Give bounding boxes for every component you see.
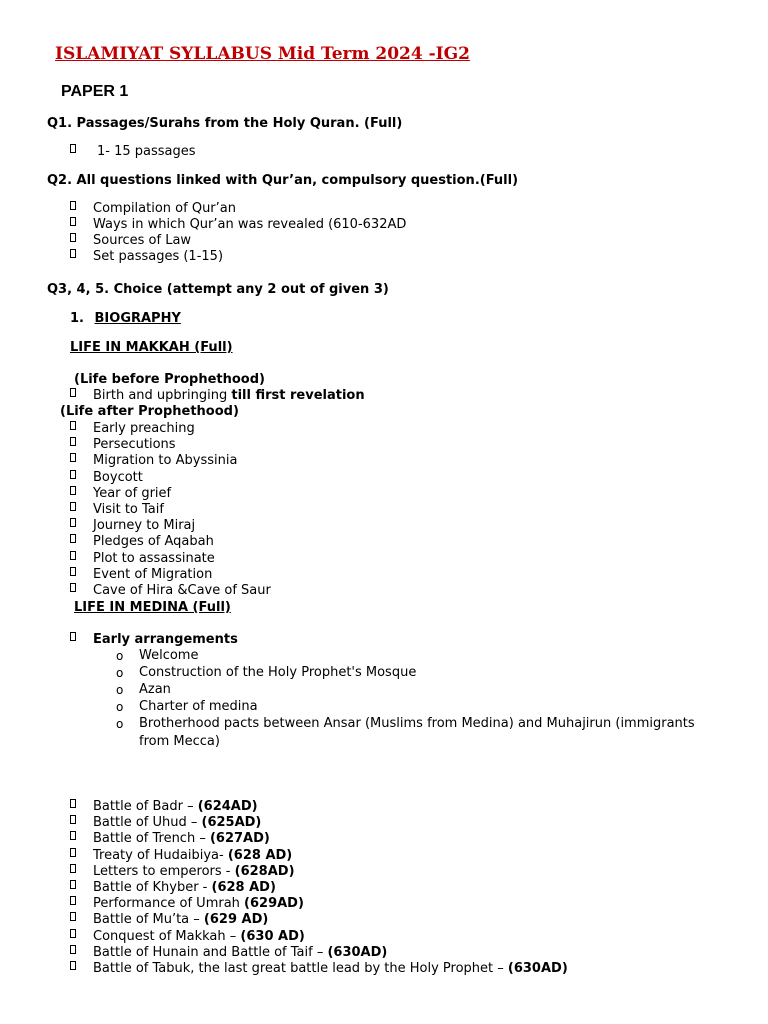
bullet-icon <box>70 502 76 511</box>
bullet-icon <box>70 945 76 954</box>
bullet-icon <box>70 388 76 397</box>
bullet-icon <box>70 929 76 938</box>
q1-heading: Q1. Passages/Surahs from the Holy Quran. (Full) <box>47 116 403 131</box>
bullet-icon <box>70 848 76 857</box>
makkah-heading: LIFE IN MAKKAH (Full) <box>70 340 233 355</box>
before-prophethood-heading: (Life before Prophethood) <box>74 372 265 387</box>
bullet-icon <box>70 201 76 210</box>
bullet-icon <box>70 961 76 970</box>
after-prophethood-heading: (Life after Prophethood) <box>60 404 239 419</box>
bullet-icon <box>70 518 76 527</box>
document-title: ISLAMIYAT SYLLABUS Mid Term 2024 -IG2 <box>55 44 470 64</box>
bullet-icon <box>70 912 76 921</box>
bullet-icon <box>70 831 76 840</box>
biography-heading <box>70 311 181 326</box>
sub-bullet-icon: o <box>116 649 124 663</box>
document-page: ISLAMIYAT SYLLABUS Mid Term 2024 -IG2 PAPER 1 Q1. Passages/Surahs from the Holy Quran. (Full) 1- 15 passages Q2. All questions linked with Qur’an, compulsory question.(Full) Compilation of Qur’an Ways in which Qur’an was revealed (610-632AD Sources of Law Set passages (1-15) Q3, 4, 5. Choice (attempt any 2 out of given 3) 1. BIOGRAPHY LIFE IN MAKKAH (Full) (Life before Prophethood) Birth and upbringing till first revelation (Life after Prophethood) Early preaching Persecutions Migration to Abyssinia Boycott Year of grief Visit to Taif Journey to Miraj Pledges of Aqabah Plot to assassinate Event of Migration Cave of Hira &Cave of Saur LIFE IN MEDINA (Full) Early arrangements o Welcome o Construction of the Holy Prophet's Mosque o Azan o Charter of medina o Brotherhood pacts between Ansar (Muslims from Medina) and Muhajirun (immigrants from Mecca) Battle of Badr – (624AD) Battle of Uhud – (625AD) Battle of Trench – (627AD) Treaty of Hudaibiya- (628 AD) Letters to emperors - (628AD) Battle of Khyber - (628 AD) Performance of Umrah (629AD) Battle of Mu’ta – (629 AD) Conquest of Makkah – (630 AD) Battle of Hunain and Battle of Taif – (630AD) Battle of Tabuk, the last great battle lead by the Holy Prophet – (630AD) <box>47 44 695 976</box>
bullet-icon <box>70 864 76 873</box>
bullet-icon <box>70 453 76 462</box>
bullet-icon <box>70 437 76 446</box>
q345-heading: Q3, 4, 5. Choice (attempt any 2 out of given 3) <box>47 282 389 297</box>
bullet-icon <box>70 632 76 641</box>
q2-heading: Q2. All questions linked with Qur’an, compulsory question.(Full) <box>47 173 519 188</box>
sub-bullet-icon: o <box>116 666 124 680</box>
bullet-icon <box>70 799 76 808</box>
sub-bullet-icon: o <box>116 683 124 697</box>
bullet-icon <box>70 815 76 824</box>
bullet-icon <box>70 144 76 153</box>
medina-heading: LIFE IN MEDINA (Full) <box>74 600 231 615</box>
paper-heading: PAPER 1 <box>61 83 129 100</box>
bullet-icon <box>70 551 76 560</box>
bullet-icon <box>70 249 76 258</box>
biography-number: 1. <box>70 311 84 326</box>
bullet-icon <box>70 486 76 495</box>
sub-bullet-icon: o <box>116 700 124 714</box>
bullet-icon <box>70 567 76 576</box>
bullet-icon <box>70 421 76 430</box>
bullet-icon <box>70 583 76 592</box>
sub-bullet-icon: o <box>116 717 124 731</box>
bullet-icon <box>70 534 76 543</box>
bullet-icon <box>70 217 76 226</box>
bullet-icon <box>70 233 76 242</box>
bullet-icon <box>70 896 76 905</box>
biography-label: BIOGRAPHY <box>94 311 181 326</box>
bullet-icon <box>70 880 76 889</box>
bullet-icon <box>70 470 76 479</box>
